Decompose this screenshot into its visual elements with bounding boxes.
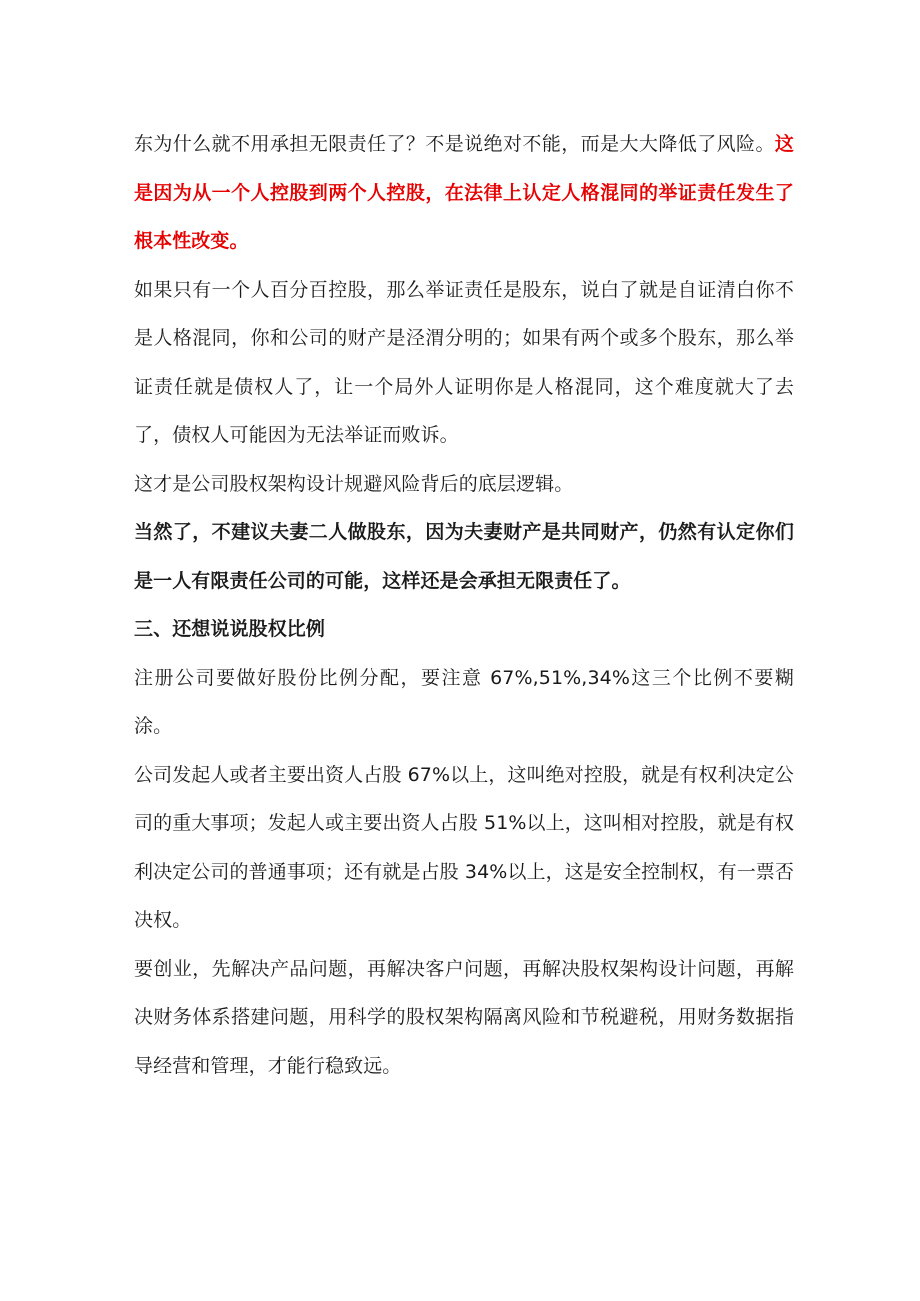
paragraph-5: 注册公司要做好股份比例分配，要注意 67%,51%,34%这三个比例不要糊涂。 (134, 666, 794, 737)
paragraph-7: 要创业，先解决产品问题，再解决客户问题，再解决股权架构设计问题，再解决财务体系搭建问题，用科学的股权架构隔离风险和节税避税，用财务数据指导经营和管理，才能行稳致远。 (134, 957, 794, 1077)
paragraph-1 (134, 120, 794, 266)
section-heading: 三、还想说说股权比例 (134, 618, 326, 640)
paragraph-4-bold: 当然了，不建议夫妻二人做股东，因为夫妻财产是共同财产，仍然有认定你们是一人有限责任公司的可能，这样还是会承担无限责任了。 (134, 521, 794, 592)
paragraph-1-text: 东为什么就不用承担无限责任了？不是说绝对不能，而是大大降低了风险。 (134, 133, 775, 155)
paragraph-2: 如果只有一个人百分百控股，那么举证责任是股东，说白了就是自证清白你不是人格混同，你和公司的财产是泾渭分明的；如果有两个或多个股东，那么举证责任就是债权人了，让一个局外人证明你是人格混同，这个难度就大了去了，债权人可能因为无法举证而败诉。 (134, 278, 794, 446)
document-body (134, 120, 794, 1090)
paragraph-3: 这才是公司股权架构设计规避风险背后的底层逻辑。 (134, 472, 574, 495)
paragraph-6: 公司发起人或者主要出资人占股 67%以上，这叫绝对控股，就是有权利决定公司的重大事项；发起人或主要出资人占股 51%以上，这叫相对控股，就是有权利决定公司的普通事项；还有就是占股 34%以上，这是安全控制权，有一票否决权。 (134, 763, 794, 931)
paragraph-1-highlight: 这是因为从一个人控股到两个人控股，在法律上认定人格混同的举证责任发生了根本性改变。 (134, 133, 794, 252)
